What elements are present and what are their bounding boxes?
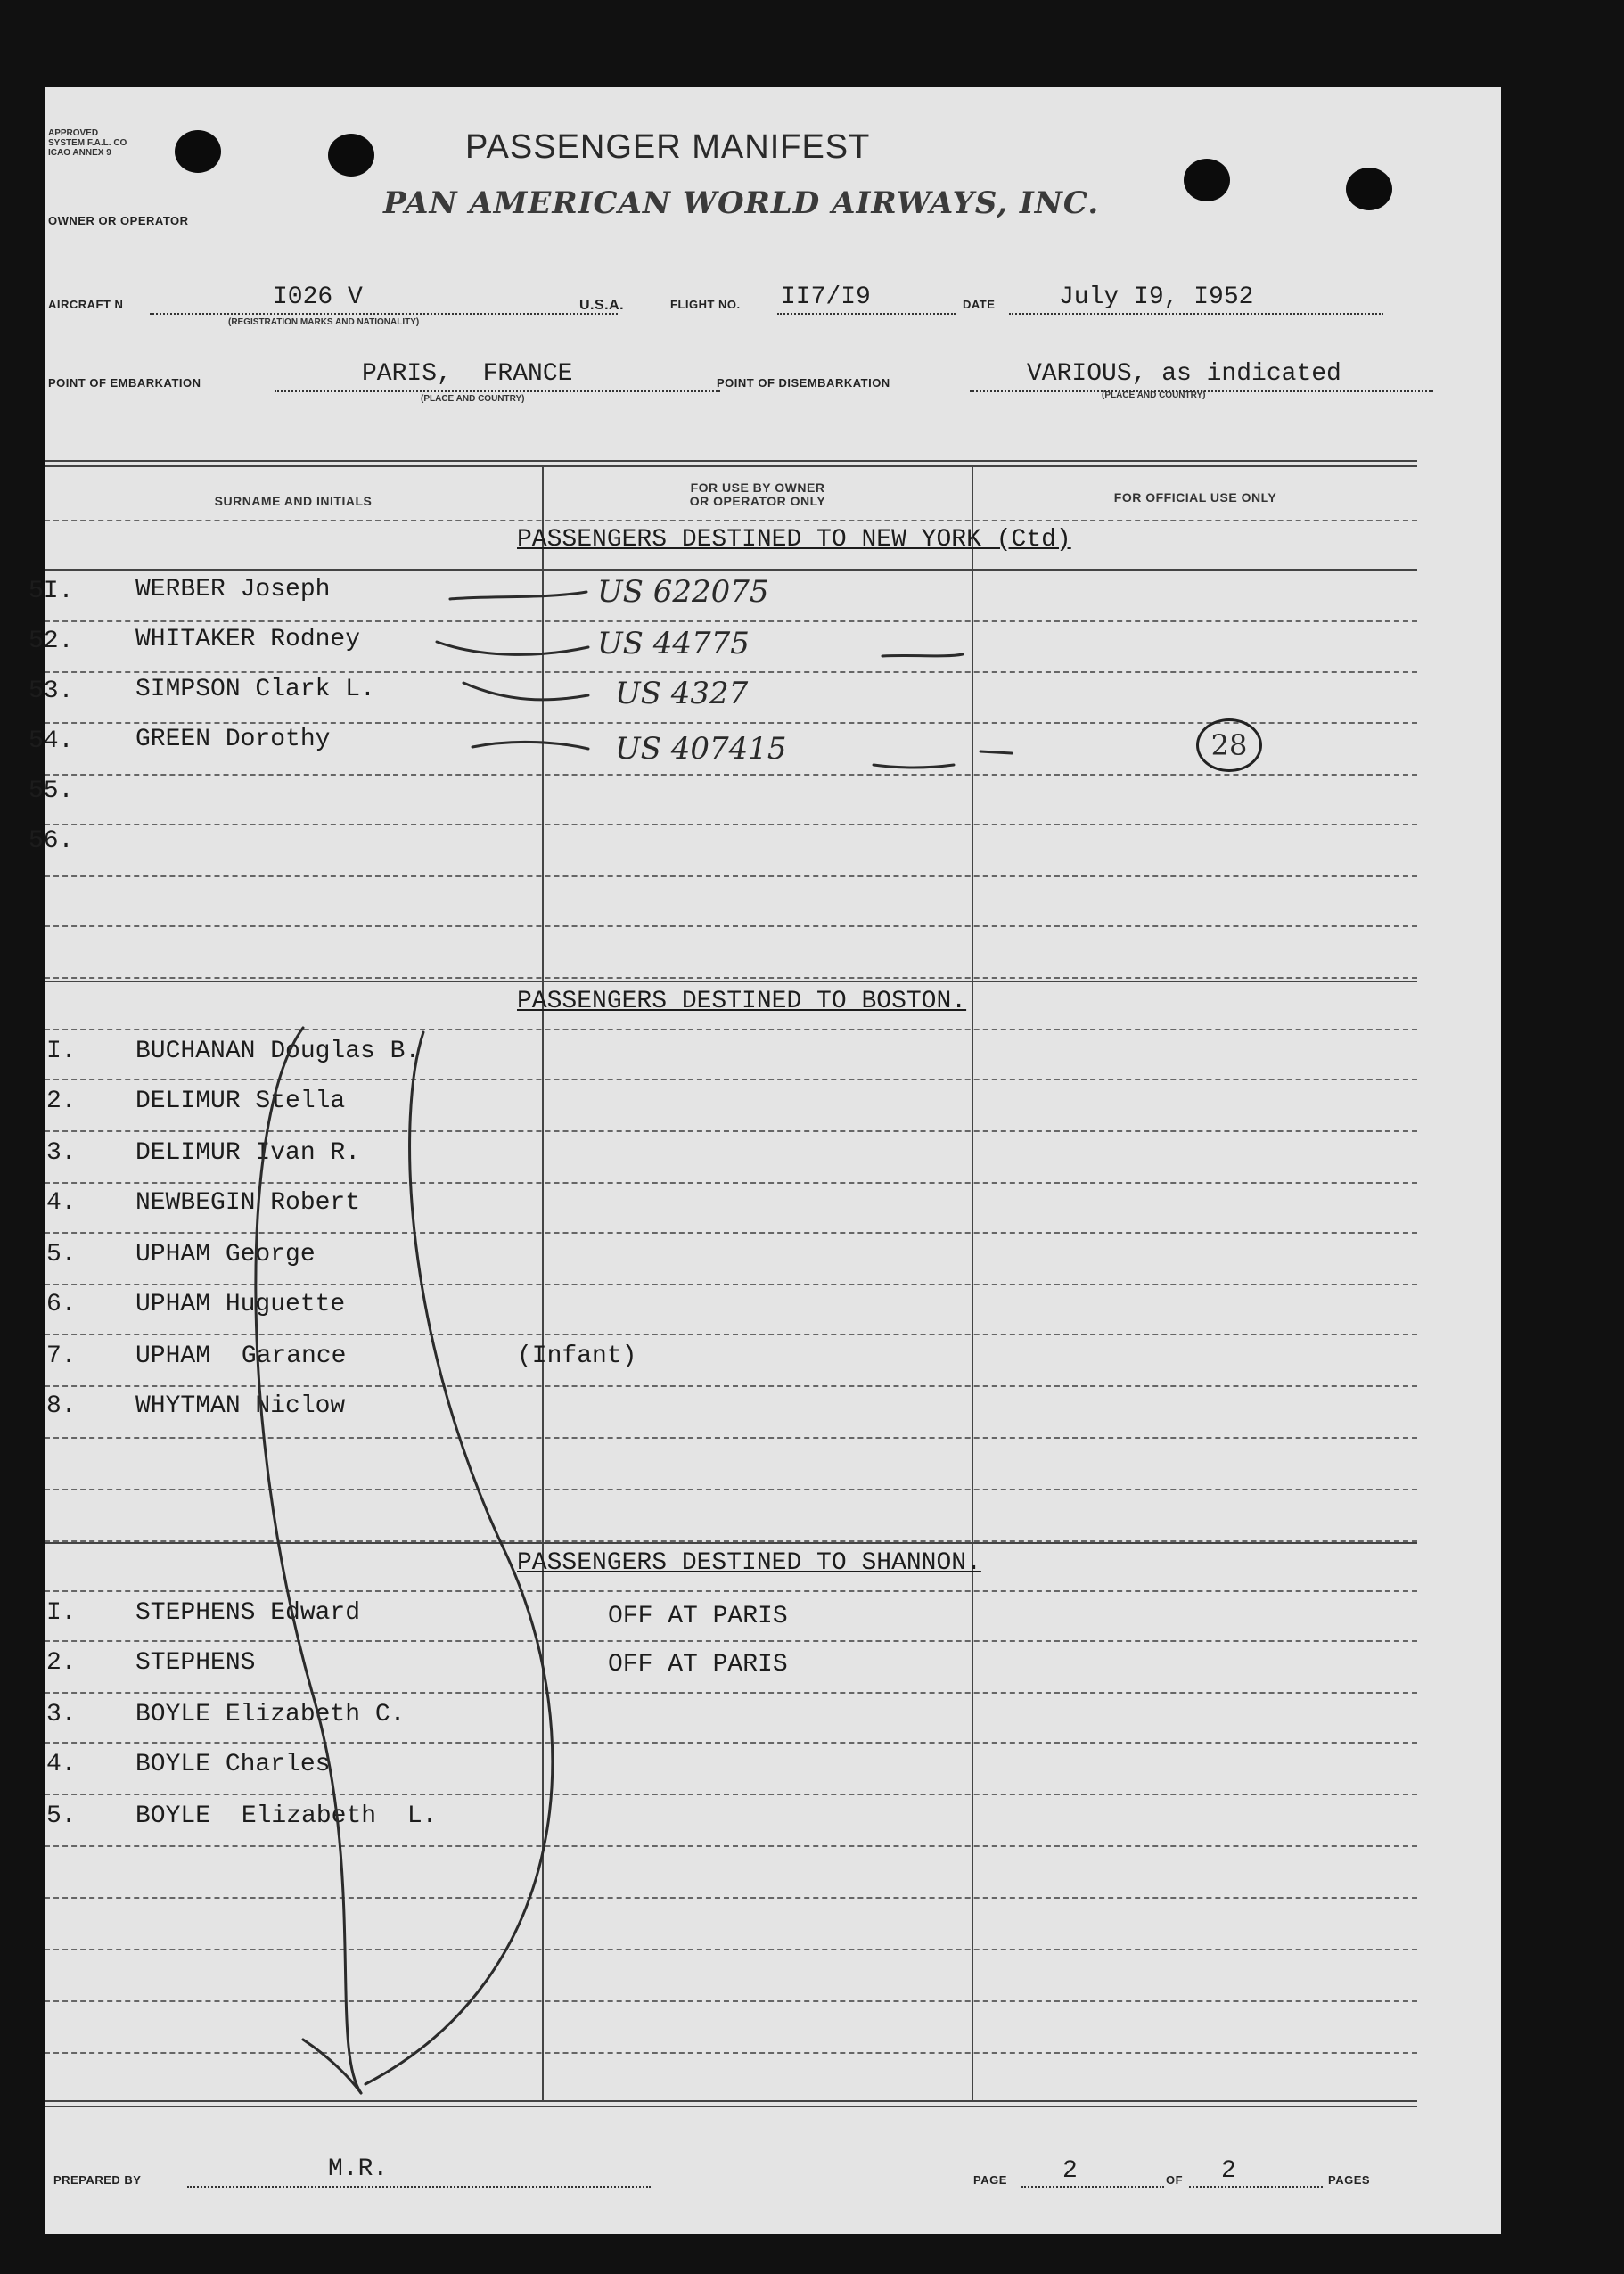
pen-arrow <box>463 683 588 700</box>
passenger-note: OFF AT PARIS <box>608 1651 788 1679</box>
passenger-note: OFF AT PARIS <box>608 1603 788 1630</box>
pen-arrow <box>450 592 586 599</box>
passenger-number: 2. <box>46 1088 77 1115</box>
column-header-owner-line: FOR USE BY OWNER <box>690 480 825 495</box>
passenger-number: I. <box>46 1038 77 1065</box>
passenger-number: 55. <box>29 777 74 805</box>
table-bottom-rule <box>45 2106 1417 2107</box>
official-count-value: 28 <box>1210 728 1248 762</box>
column-header-surname: SURNAME AND INITIALS <box>214 494 373 508</box>
place-note: (PLACE AND COUNTRY) <box>1102 390 1206 400</box>
section-title-boston: PASSENGERS DESTINED TO BOSTON. <box>517 988 967 1015</box>
page-underline <box>1021 2186 1164 2188</box>
prepared-value: M.R. <box>328 2155 389 2183</box>
pen-bracket <box>256 1028 361 2093</box>
of-underline <box>1189 2186 1323 2188</box>
passenger-name: DELIMUR Ivan R. <box>135 1139 361 1167</box>
passenger-name: GREEN Dorothy <box>135 726 331 753</box>
date-value: July I9, I952 <box>1059 283 1254 311</box>
passenger-name: WHYTMAN Niclow <box>135 1392 346 1420</box>
passenger-name: UPHAM Huguette <box>135 1291 346 1318</box>
aircraft-label: AIRCRAFT N <box>48 298 124 311</box>
passenger-number: 8. <box>46 1392 77 1420</box>
passenger-note: (Infant) <box>517 1342 637 1370</box>
passenger-name: BOYLE Charles <box>135 1751 331 1778</box>
approval-line: SYSTEM F.A.L. CO <box>48 138 127 148</box>
of-value: 2 <box>1221 2157 1236 2185</box>
passenger-number: 2. <box>46 1649 77 1677</box>
manifest-sheet <box>29 87 1501 2234</box>
pen-stroke <box>882 654 963 656</box>
passenger-name: UPHAM George <box>135 1241 316 1268</box>
passenger-number: 5. <box>46 1241 77 1268</box>
aircraft-value: I026 V <box>273 283 363 311</box>
date-label: DATE <box>963 298 996 311</box>
disembarkation-label: POINT OF DISEMBARKATION <box>717 376 890 390</box>
passenger-number: 4. <box>46 1189 77 1217</box>
flight-label: FLIGHT NO. <box>670 298 741 311</box>
owner-note: US 407415 <box>615 731 787 767</box>
passenger-number: 6. <box>46 1291 77 1318</box>
owner-note: US 622075 <box>597 574 769 610</box>
table-bottom-rule <box>45 2100 1417 2102</box>
passenger-name: BOYLE Elizabeth L. <box>135 1802 438 1830</box>
pen-stroke <box>874 765 954 768</box>
passenger-name: WERBER Joseph <box>135 576 331 603</box>
passenger-name: BOYLE Elizabeth C. <box>135 1701 406 1728</box>
place-note: (PLACE AND COUNTRY) <box>421 394 525 404</box>
registration-note: (REGISTRATION MARKS AND NATIONALITY) <box>228 317 420 327</box>
passenger-number: I. <box>46 1599 77 1627</box>
passenger-number: 5. <box>46 1802 77 1830</box>
pen-arrow <box>472 742 588 749</box>
passenger-name: NEWBEGIN Robert <box>135 1189 361 1217</box>
approval-line: ICAO ANNEX 9 <box>48 148 111 158</box>
column-header-owner-line: OR OPERATOR ONLY <box>689 494 826 508</box>
owner-note: US 4327 <box>615 676 749 711</box>
pages-label: PAGES <box>1328 2173 1371 2187</box>
pen-stroke <box>980 751 1012 753</box>
prepared-label: PREPARED BY <box>53 2173 142 2187</box>
of-label: OF <box>1166 2173 1184 2187</box>
owner-note: US 44775 <box>597 626 750 661</box>
passenger-number: 4. <box>46 1751 77 1778</box>
disembarkation-value: VARIOUS, as indicated <box>1027 360 1341 388</box>
passenger-number: 3. <box>46 1139 77 1167</box>
column-header-official: FOR OFFICIAL USE ONLY <box>1113 490 1277 505</box>
passenger-number: 3. <box>46 1701 77 1728</box>
pen-arrow <box>437 642 588 654</box>
passenger-name: WHITAKER Rodney <box>135 626 361 653</box>
flight-value: II7/I9 <box>781 283 871 311</box>
page-value: 2 <box>1062 2157 1078 2185</box>
prepared-underline <box>187 2186 651 2188</box>
section-title-new-york: PASSENGERS DESTINED TO NEW YORK (Ctd) <box>517 526 1071 554</box>
passenger-number: 56. <box>29 827 74 855</box>
embarkation-value: PARIS, FRANCE <box>362 360 573 388</box>
pen-bracket <box>365 1032 553 2084</box>
passenger-number: 54. <box>29 727 74 755</box>
passenger-number: 7. <box>46 1342 77 1370</box>
passenger-name: SIMPSON Clark L. <box>135 676 375 703</box>
airline-name: PAN AMERICAN WORLD AIRWAYS, INC. <box>383 185 1100 221</box>
page-label: PAGE <box>973 2173 1007 2187</box>
passenger-number: 53. <box>29 677 74 705</box>
page-title: PASSENGER MANIFEST <box>465 128 871 166</box>
section-title-shannon: PASSENGERS DESTINED TO SHANNON. <box>517 1549 981 1577</box>
passenger-name: BUCHANAN Douglas B. <box>135 1038 421 1065</box>
passenger-number: 5I. <box>29 578 74 605</box>
passenger-name: STEPHENS <box>135 1649 256 1677</box>
passenger-name: STEPHENS Edward <box>135 1599 361 1627</box>
usa-label: U.S.A. <box>579 298 625 313</box>
embarkation-label: POINT OF EMBARKATION <box>48 376 201 390</box>
passenger-name: DELIMUR Stella <box>135 1088 346 1115</box>
passenger-number: 52. <box>29 628 74 655</box>
handwritten-bracket <box>45 87 1501 2234</box>
owner-label: OWNER OR OPERATOR <box>48 214 189 227</box>
passenger-name: UPHAM Garance <box>135 1342 347 1370</box>
approval-line: APPROVED <box>48 128 99 138</box>
